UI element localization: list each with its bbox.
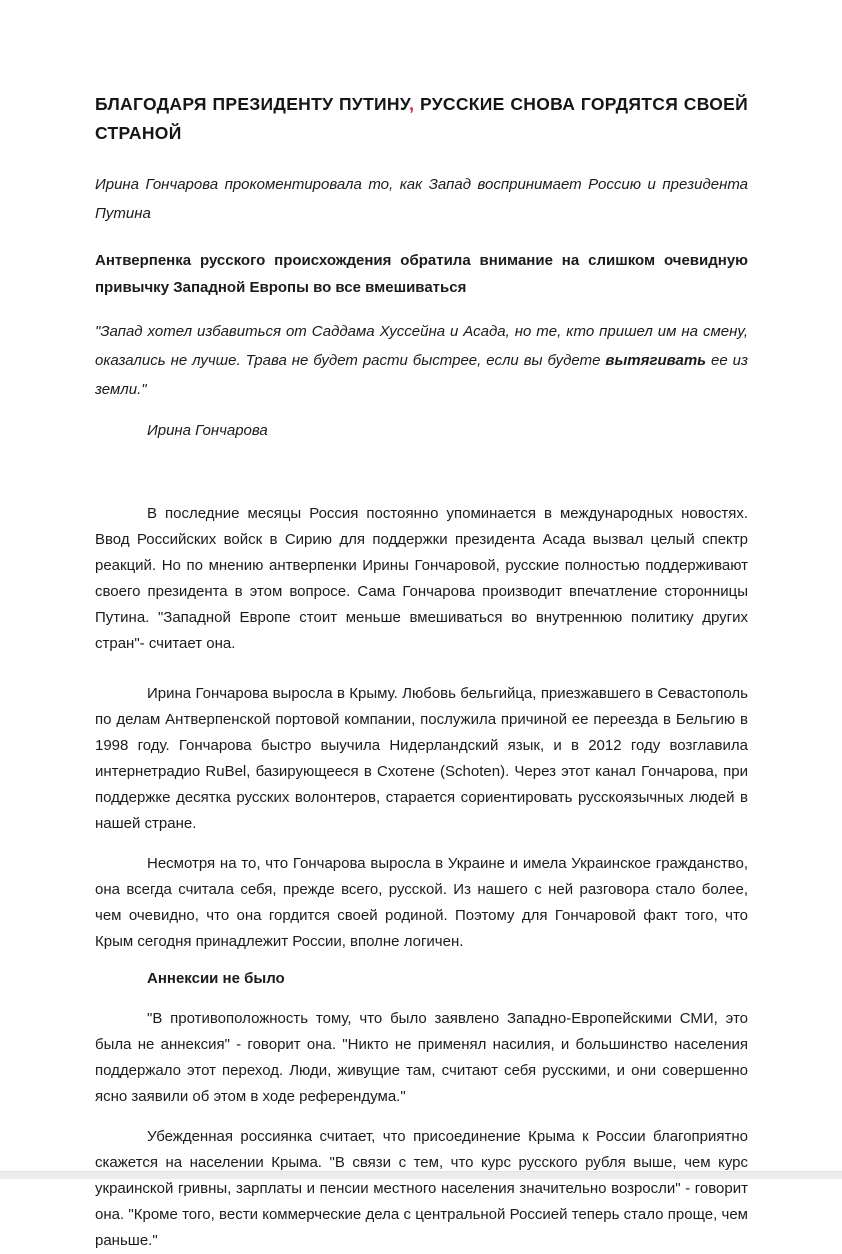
section-subheading: Аннексии не было [147, 970, 285, 987]
article-standfirst: Антверпенка русского происхождения обратила внимание на слишком очевидную привычку Западной Европы во все вмешиваться [95, 252, 748, 296]
article-lede: Ирина Гончарова прокоментировала то, как Запад воспринимает Россию и президента Путина [95, 176, 748, 222]
article-title-part2: РУССКИЕ СНОВА ГОРДЯТСЯ СВОЕЙ СТРАНОЙ [95, 94, 748, 143]
pull-quote-bold-word: вытягивать [605, 352, 707, 369]
pull-quote-part2: ее из земли." [95, 352, 748, 398]
pull-quote [95, 317, 748, 404]
article-title-part1: БЛАГОДАРЯ ПРЕЗИДЕНТУ ПУТИНУ [95, 94, 410, 114]
page-bottom-edge [0, 1171, 842, 1179]
article-title [95, 90, 748, 148]
quote-attribution: Ирина Гончарова [147, 422, 268, 439]
body-paragraph-4: "В противоположность тому, что было заявлено Западно-Европейскими СМИ, это была не аннексия" - говорит она. "Никто не применял насилия, и большинство населения поддержало этот переход. Люди, живущие там, считают себя русскими, и они совершенно ясно заявили об этом в ходе референдума." [95, 1010, 748, 1105]
body-paragraph-1: В последние месяцы Россия постоянно упоминается в международных новостях. Ввод Российских войск в Сирию для поддержки президента Асада вызвал целый спектр реакций. Но по мнению антверпенки Ирины Гончаровой, русские полностью поддерживают своего президента в этом вопросе. Сама Гончарова производит впечатление сторонницы Путина. "Западной Европе стоит меньше вмешиваться во внутреннюю политику других стран"- считает она. [95, 505, 748, 652]
body-paragraph-2: Ирина Гончарова выросла в Крыму. Любовь бельгийца, приезжавшего в Севастополь по делам Антверпенской портовой компании, послужила причиной ее переезда в Бельгию в 1998 году. Гончарова быстро выучила Нидерландский язык, и в 2012 году возглавила интернетрадио RuBel, базирующееся в Схотене (Schoten). Через этот канал Гончарова, при поддержке десятка русских волонтеров, старается сориентировать русскоязычных людей в нашей стране. [95, 685, 748, 832]
body-paragraph-3: Несмотря на то, что Гончарова выросла в Украине и имела Украинское гражданство, она всегда считала себя, прежде всего, русской. Из нашего с ней разговора стало более, чем очевидно, что она гордится своей родиной. Поэтому для Гончаровой факт того, что Крым сегодня принадлежит России, вполне логичен. [95, 855, 748, 950]
title-red-comma: , [409, 94, 415, 114]
pull-quote-part1: "Запад хотел избавиться от Саддама Хуссейна и Асада, но те, кто пришел им на смену, оказались не лучше. Трава не будет расти быстрее, если вы будете [95, 323, 748, 369]
body-paragraph-5: Убежденная россиянка считает, что присоединение Крыма к России благоприятно скажется на населении Крыма. "В связи с тем, что курс русского рубля выше, чем курс украинской гривны, зарплаты и пенсии местного населения значительно возросли" - говорит она. "Кроме того, вести коммерческие дела с центральной Россией теперь стало проще, чем раньше." [95, 1128, 748, 1249]
